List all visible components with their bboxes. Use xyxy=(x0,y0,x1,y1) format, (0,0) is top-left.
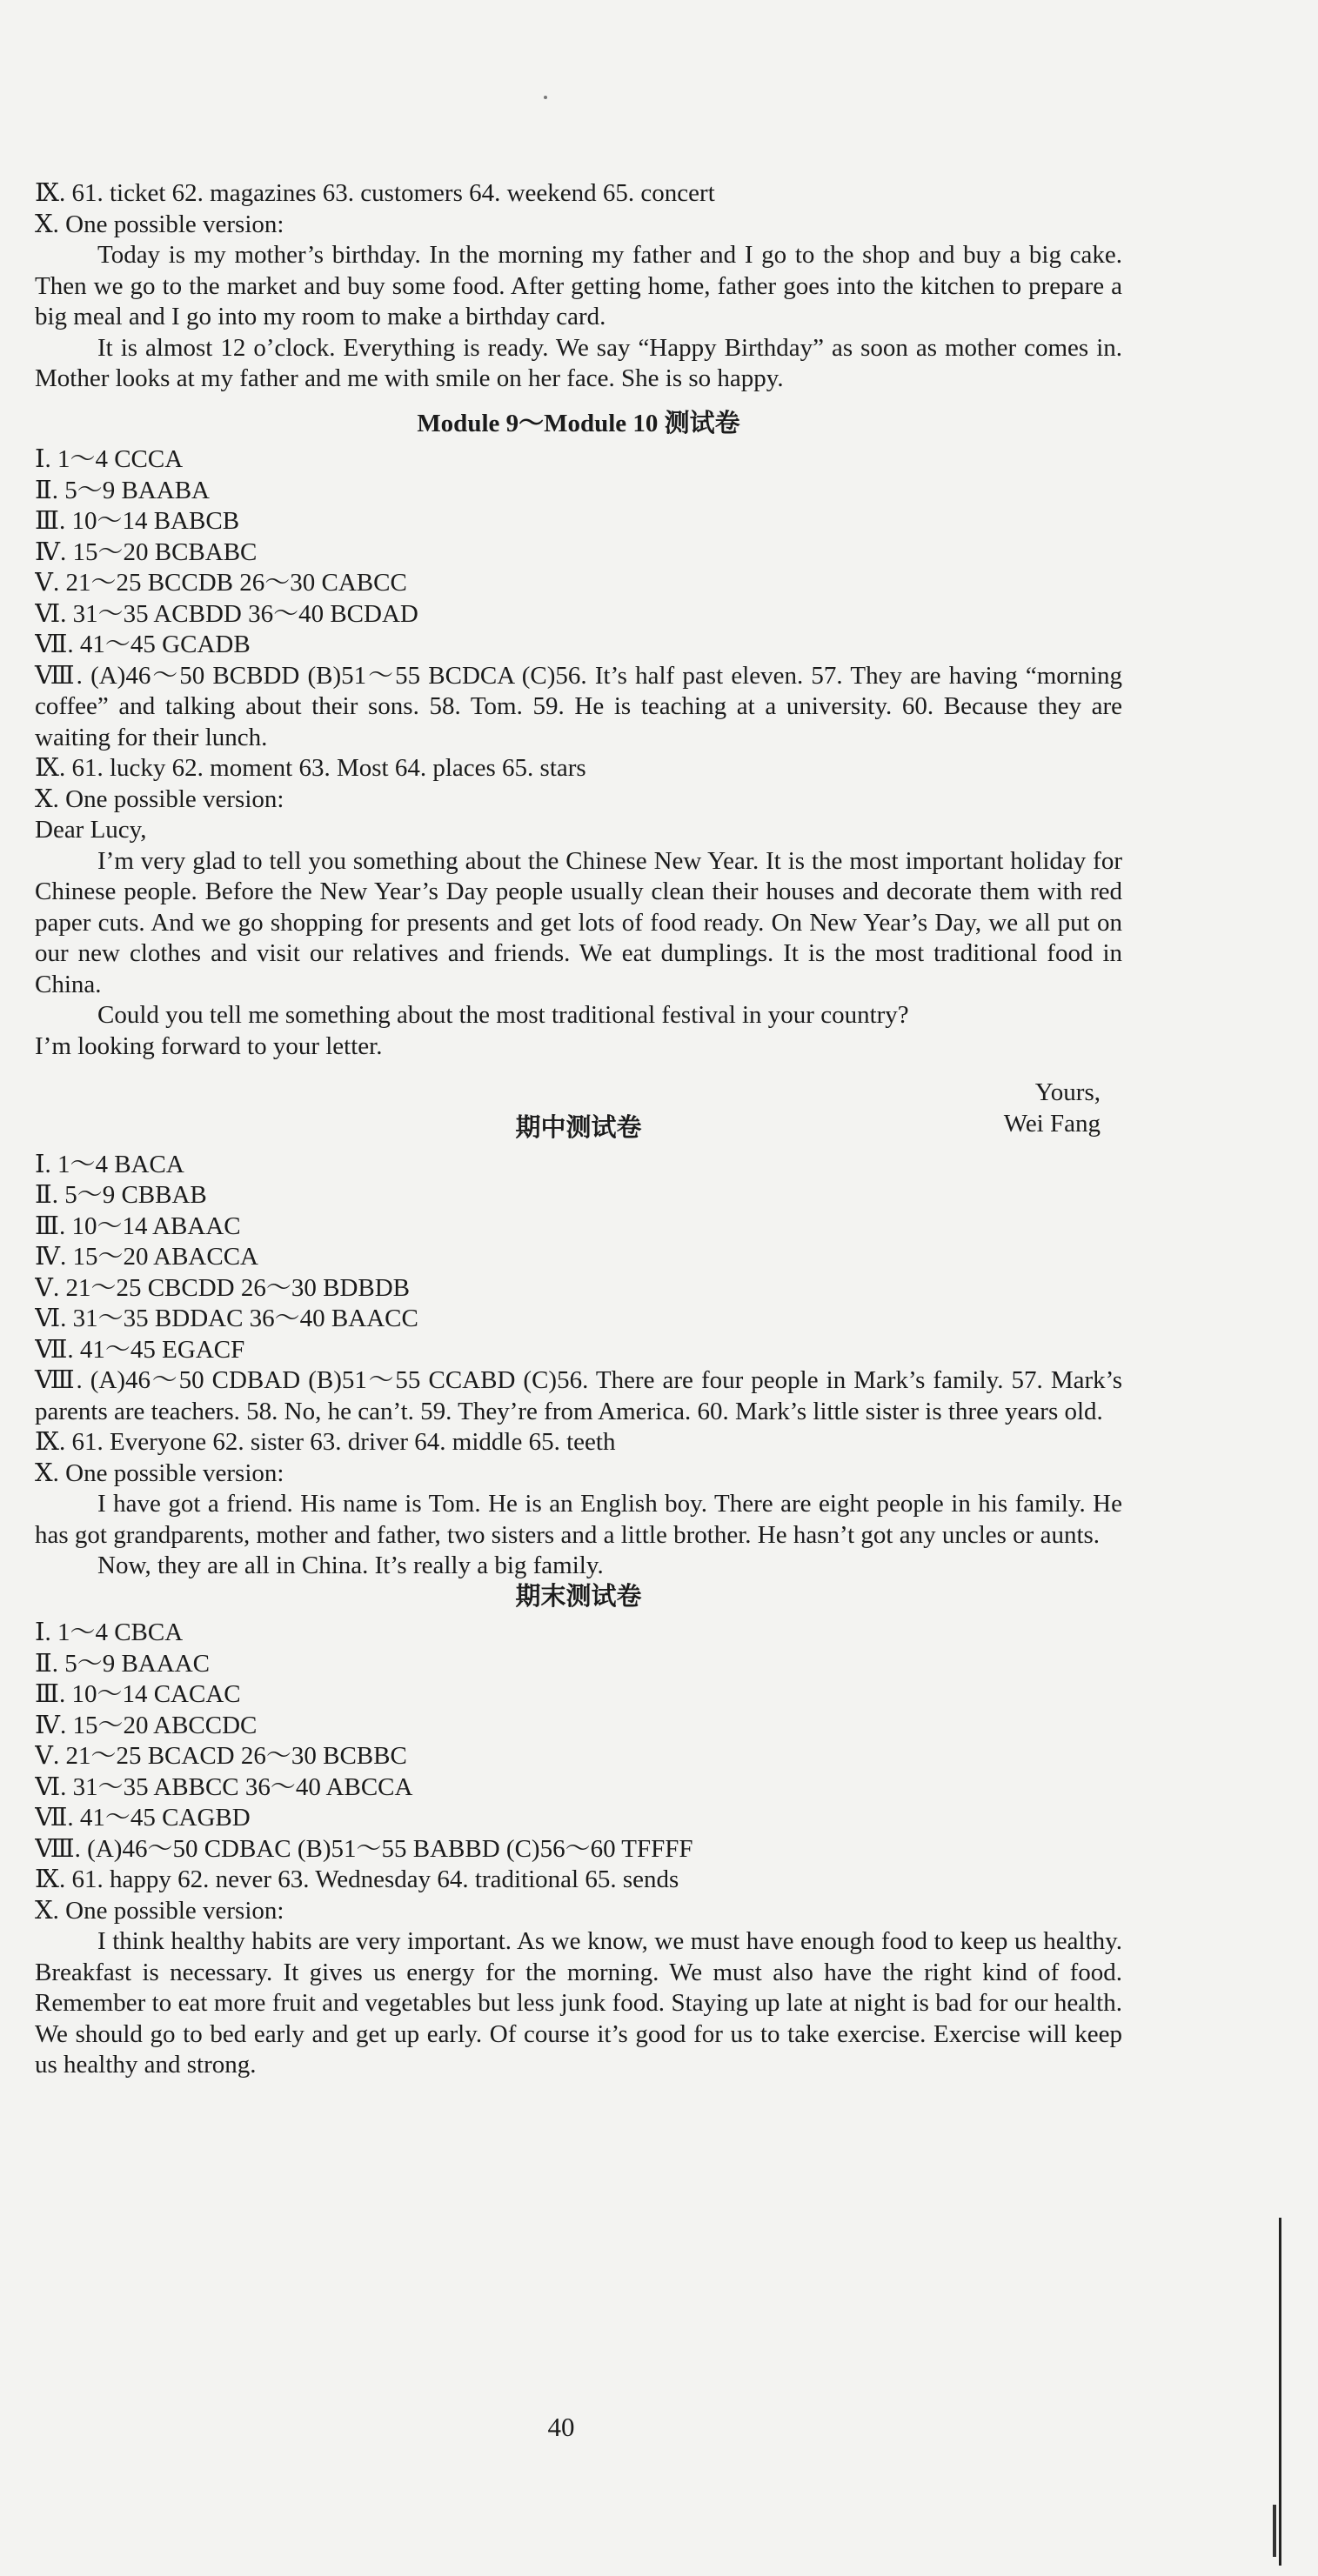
answer-line: Ⅰ. 1～4 CCCA xyxy=(35,445,184,473)
section-title: 期末测试卷 xyxy=(515,1582,642,1611)
essay-paragraph: I have got a friend. His name is Tom. He is an English boy. There are eight people in his family. He has got grandparents, mother and father, two sisters and a little brother. He hasn’t got any uncles or aunts. xyxy=(35,1490,1122,1549)
answer-line: Ⅹ. One possible version: xyxy=(35,784,284,813)
answer-line: Ⅸ. 61. happy 62. never 63. Wednesday 64. traditional 65. sends xyxy=(35,1865,679,1893)
answer-line: Ⅷ. (A)46～50 CDBAC (B)51～55 BABBD (C)56～60 TFFFF xyxy=(35,1834,693,1863)
answer-line: Ⅱ. 5～9 BAABA xyxy=(35,476,210,504)
section-title: 期中测试卷 xyxy=(515,1114,642,1142)
scan-speck xyxy=(544,96,547,99)
page-number: 40 xyxy=(547,2412,575,2442)
answer-line: Ⅲ. 10～14 CACAC xyxy=(35,1680,241,1708)
letter-signature: Wei Fang xyxy=(1003,1109,1101,1138)
answer-line: Ⅶ. 41～45 EGACF xyxy=(35,1335,245,1364)
answer-line: Ⅴ. 21～25 BCACD 26～30 BCBBC xyxy=(35,1742,407,1770)
answer-line: Ⅲ. 10～14 ABAAC xyxy=(35,1211,241,1240)
answer-line: Ⅵ. 31～35 BDDAC 36～40 BAACC xyxy=(35,1305,418,1332)
letter-greeting: Dear Lucy, xyxy=(35,816,147,844)
answer-line: Ⅳ. 15～20 ABCCDC xyxy=(35,1711,258,1739)
essay-paragraph: I think healthy habits are very important. As we know, we must have enough food to keep us healthy. Breakfast is necessary. It gives us energy for the morning. We must also have the right kind of food. Remember to eat more fruit and vegetables but less junk food. Staying up late at night is bad for our health. We should go to bed early and get up early. Of course it’s good for us to take exercise. Exercise will keep us healthy and strong. xyxy=(35,1927,1122,2079)
answer-line: Ⅸ. 61. ticket 62. magazines 63. customers 64. weekend 65. concert xyxy=(35,179,715,207)
answer-line: Ⅱ. 5～9 BAAAC xyxy=(35,1649,210,1678)
scan-edge-line xyxy=(1279,2218,1281,2566)
answer-line: Ⅴ. 21～25 BCCDB 26～30 CABCC xyxy=(35,569,407,597)
essay-paragraph: It is almost 12 o’clock. Everything is ready. We say “Happy Birthday” as soon as mother comes in. Mother looks at my father and me with smile on her face. She is so happy. xyxy=(35,333,1122,392)
section-title: Module 9～Module 10 测试卷 xyxy=(417,409,740,437)
answer-line: Ⅳ. 15～20 BCBABC xyxy=(35,537,258,566)
answer-line: Ⅵ. 31～35 ABBCC 36～40 ABCCA xyxy=(35,1772,413,1801)
essay-paragraph: Today is my mother’s birthday. In the morning my father and I go to the shop and buy a big cake. Then we go to the market and buy some food. After getting home, father goes into the kitchen to prepare a big meal and I go into my room to make a birthday card. xyxy=(35,241,1122,330)
essay-paragraph: I’m very glad to tell you something about the Chinese New Year. It is the most important holiday for Chinese people. Before the New Year’s Day people usually clean their houses and decorate them with red paper cuts. And we go shopping for presents and get lots of food ready. On New Year’s Day, we all put on our new clothes and visit our relatives and friends. We eat dumplings. It is the most traditional food in China. xyxy=(35,846,1122,998)
essay-line: I’m looking forward to your letter. xyxy=(35,1031,383,1060)
answer-line: Ⅹ. One possible version: xyxy=(35,210,284,238)
answer-line: Ⅴ. 21～25 CBCDD 26～30 BDBDB xyxy=(35,1273,411,1302)
answer-line: Ⅵ. 31～35 ACBDD 36～40 BCDAD xyxy=(35,599,418,628)
answer-key-page xyxy=(35,178,1122,2081)
answer-paragraph: Ⅷ. (A)46～50 CDBAD (B)51～55 CCABD (C)56. There are four people in Mark’s family. 57. Mark’s parents are teachers. 58. No, he can’t. 59. They’re from America. 60. Mark’s little sister is three years old. xyxy=(35,1366,1122,1425)
answer-line: Ⅸ. 61. lucky 62. moment 63. Most 64. places 65. stars xyxy=(35,754,586,782)
answer-line: Ⅳ. 15～20 ABACCA xyxy=(35,1243,258,1271)
answer-line: Ⅱ. 5～9 CBBAB xyxy=(35,1181,207,1209)
answer-line: Ⅰ. 1～4 BACA xyxy=(35,1150,184,1178)
answer-line: Ⅹ. One possible version: xyxy=(35,1458,284,1487)
letter-closing: Yours, xyxy=(1034,1078,1101,1106)
essay-paragraph: Could you tell me something about the most traditional festival in your country? xyxy=(97,1001,909,1029)
answer-line: Ⅹ. One possible version: xyxy=(35,1896,284,1925)
essay-paragraph: Now, they are all in China. It’s really a big family. xyxy=(97,1552,604,1579)
answer-paragraph: Ⅷ. (A)46～50 BCBDD (B)51～55 BCDCA (C)56. It’s half past eleven. 57. They are having “morning coffee” and talking about their sons. 58. Tom. 59. He is teaching at a university. 60. Because they are waiting for their lunch. xyxy=(35,661,1122,751)
answer-line: Ⅶ. 41～45 GCADB xyxy=(35,631,251,658)
answer-line: Ⅸ. 61. Everyone 62. sister 63. driver 64. middle 65. teeth xyxy=(35,1428,616,1456)
scan-edge-line xyxy=(1273,2505,1276,2557)
answer-line: Ⅲ. 10～14 BABCB xyxy=(35,507,240,535)
answer-line: Ⅰ. 1～4 CBCA xyxy=(35,1618,184,1646)
answer-line: Ⅶ. 41～45 CAGBD xyxy=(35,1804,251,1832)
